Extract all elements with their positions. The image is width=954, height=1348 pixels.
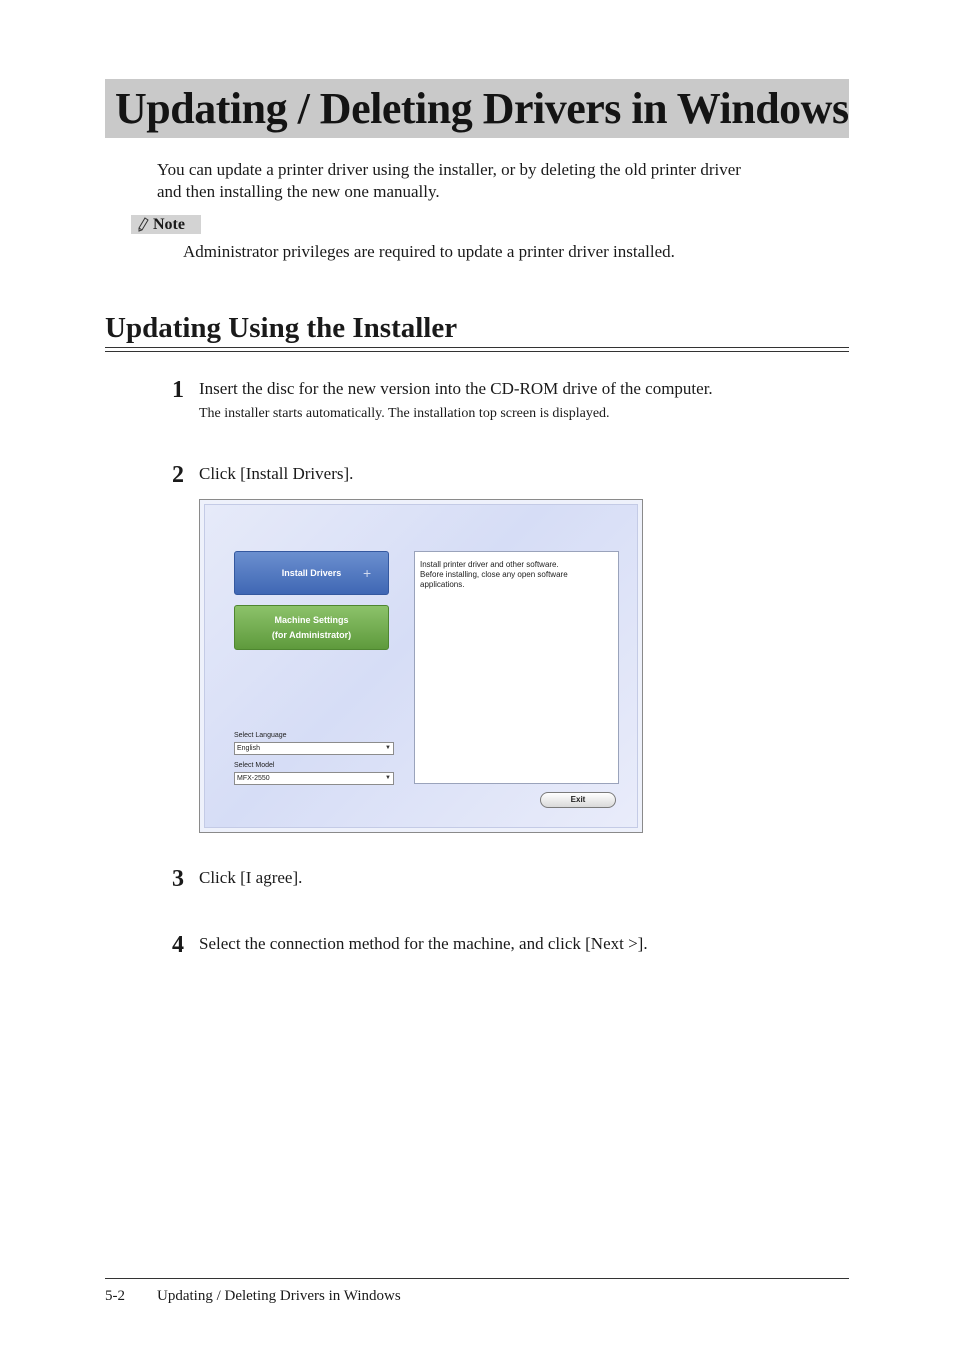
- model-value: MFX-2550: [237, 775, 270, 782]
- intro-paragraph: [157, 159, 847, 203]
- section-rule-bottom: [105, 351, 849, 352]
- note-label: Note: [153, 216, 185, 233]
- language-select[interactable]: [234, 742, 394, 755]
- note-badge: [131, 215, 201, 234]
- machine-settings-button[interactable]: [234, 605, 389, 650]
- install-drivers-button[interactable]: [234, 551, 389, 595]
- section-rule-top: [105, 347, 849, 348]
- install-drivers-label: Install Drivers: [281, 568, 342, 578]
- chevron-down-icon: ▼: [385, 775, 391, 781]
- chevron-down-icon: ▼: [385, 745, 391, 751]
- chapter-banner: [105, 79, 849, 138]
- step-number: 4: [172, 932, 184, 958]
- description-line: Before installing, close any open software: [420, 570, 568, 579]
- note-text: Administrator privileges are required to update a printer driver installed.: [183, 242, 675, 261]
- language-label: Select Language: [234, 732, 287, 739]
- cursor-icon: +: [363, 565, 372, 581]
- step-subtext: The installer starts automatically. The installation top screen is displayed.: [199, 406, 610, 421]
- pencil-icon: [137, 217, 149, 232]
- machine-settings-sublabel: (for Administrator): [271, 630, 352, 640]
- footer-rule: [105, 1278, 849, 1279]
- step-number: 1: [172, 377, 184, 403]
- step-text: Insert the disc for the new version into the CD-ROM drive of the computer.: [199, 379, 713, 398]
- language-value: English: [237, 745, 260, 752]
- chapter-title: Updating / Deleting Drivers in Windows: [115, 84, 849, 133]
- machine-settings-label: Machine Settings: [274, 615, 349, 625]
- section-title: Updating Using the Installer: [105, 312, 458, 344]
- description-panel: [414, 551, 619, 784]
- footer-page-number: 5-2: [105, 1288, 125, 1304]
- description-line: Install printer driver and other software.: [420, 560, 559, 569]
- model-select[interactable]: [234, 772, 394, 785]
- step-text: Click [Install Drivers].: [199, 464, 354, 483]
- intro-line-1: You can update a printer driver using the installer, or by deleting the old printer driver: [157, 160, 741, 179]
- installer-screenshot: [199, 499, 643, 833]
- exit-button[interactable]: Exit: [540, 792, 616, 808]
- step-number: 3: [172, 866, 184, 892]
- description-line: applications.: [420, 580, 465, 589]
- footer-title: Updating / Deleting Drivers in Windows: [157, 1288, 401, 1304]
- intro-line-2: and then installing the new one manually.: [157, 182, 440, 201]
- installer-window: [204, 504, 638, 828]
- model-label: Select Model: [234, 762, 275, 769]
- step-number: 2: [172, 462, 184, 488]
- step-text: Select the connection method for the machine, and click [Next >].: [199, 934, 648, 953]
- step-text: Click [I agree].: [199, 868, 303, 887]
